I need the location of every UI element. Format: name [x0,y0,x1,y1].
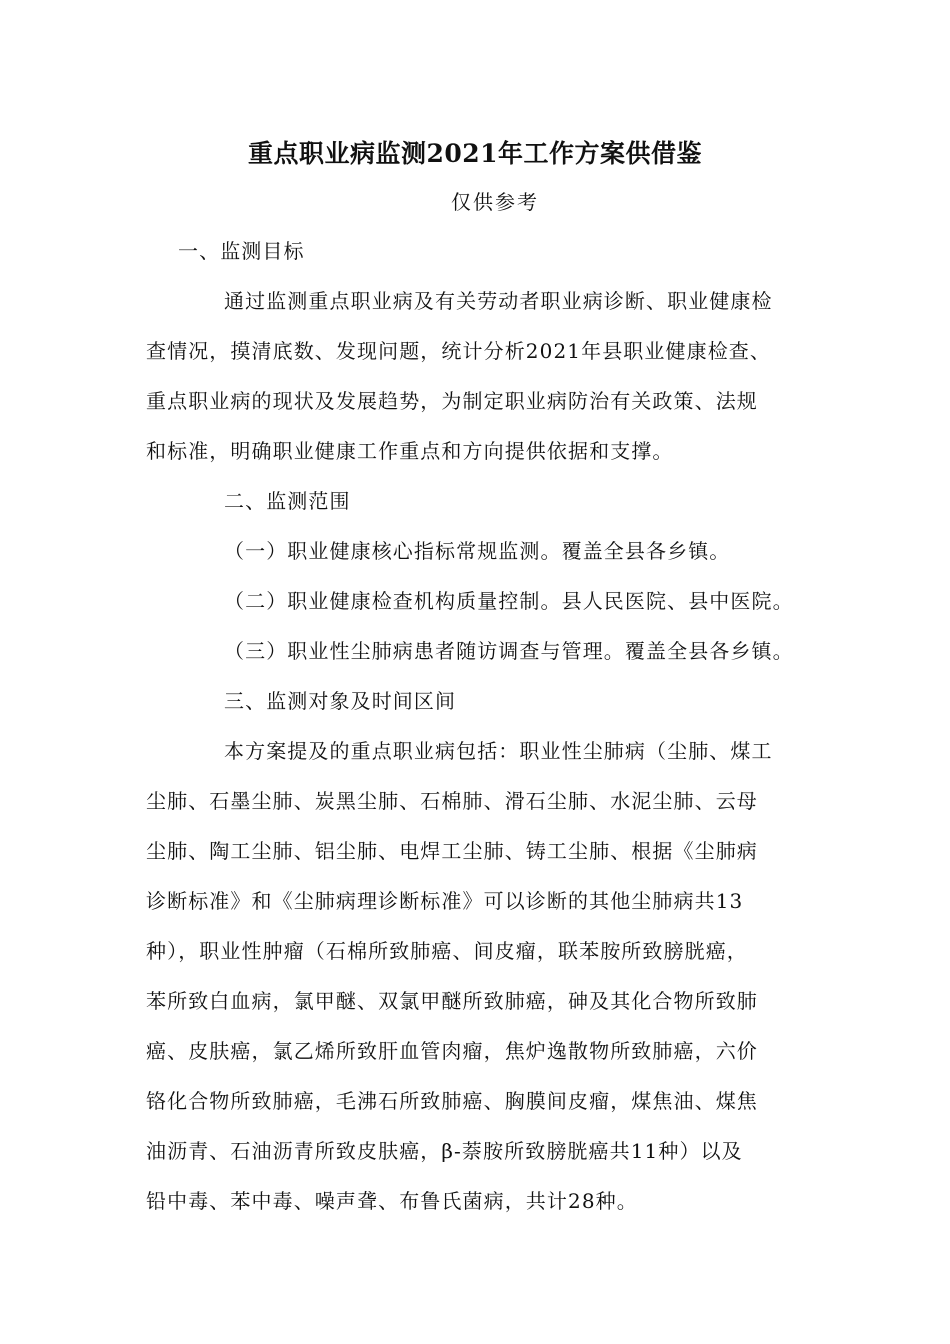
paragraph-line: 癌、皮肤癌，氯乙烯所致肝血管肉瘤，焦炉逸散物所致肺癌，六价 [146,1039,758,1063]
paragraph-line: 本方案提及的重点职业病包括：职业性尘肺病（尘肺、煤工 [224,739,773,763]
section-heading-subjects: 三、监测对象及时间区间 [224,689,457,713]
paragraph-line: 油沥青、石油沥青所致皮肤癌，β-萘胺所致膀胱癌共11种）以及 [146,1139,743,1163]
paragraph-line: 尘肺、陶工尘肺、铝尘肺、电焊工尘肺、铸工尘肺、根据《尘肺病 [146,839,758,863]
paragraph-line: 种），职业性肿瘤（石棉所致肺癌、间皮瘤，联苯胺所致膀胱癌， [146,939,748,963]
paragraph-line: 查情况，摸清底数、发现问题，统计分析2021年县职业健康检查、 [146,339,771,363]
paragraph-line: 苯所致白血病，氯甲醚、双氯甲醚所致肺癌，砷及其化合物所致肺 [146,989,758,1013]
list-item: （二）职业健康检查机构质量控制。县人民医院、县中医院。 [224,589,794,613]
section-heading-scope: 二、监测范围 [224,489,351,513]
paragraph-line: 铬化合物所致肺癌，毛沸石所致肺癌、胸膜间皮瘤，煤焦油、煤焦 [146,1089,758,1113]
paragraph-line: 重点职业病的现状及发展趋势，为制定职业病防治有关政策、法规 [146,389,758,413]
section-heading-goal: 一、监测目标 [178,239,305,263]
paragraph-line: 铅中毒、苯中毒、噪声聋、布鲁氏菌病，共计28种。 [146,1189,638,1213]
paragraph-line: 和标准，明确职业健康工作重点和方向提供依据和支撑。 [146,439,674,463]
list-item: （三）职业性尘肺病患者随访调查与管理。覆盖全县各乡镇。 [224,639,794,663]
document-title: 重点职业病监测2021年工作方案供借鉴 [247,139,703,168]
document-subtitle: 仅供参考 [451,190,539,214]
paragraph-line: 通过监测重点职业病及有关劳动者职业病诊断、职业健康检 [224,289,773,313]
list-item: （一）职业健康核心指标常规监测。覆盖全县各乡镇。 [224,539,731,563]
paragraph-line: 尘肺、石墨尘肺、炭黑尘肺、石棉肺、滑石尘肺、水泥尘肺、云母 [146,789,758,813]
paragraph-line: 诊断标准》和《尘肺病理诊断标准》可以诊断的其他尘肺病共13 [146,889,744,913]
